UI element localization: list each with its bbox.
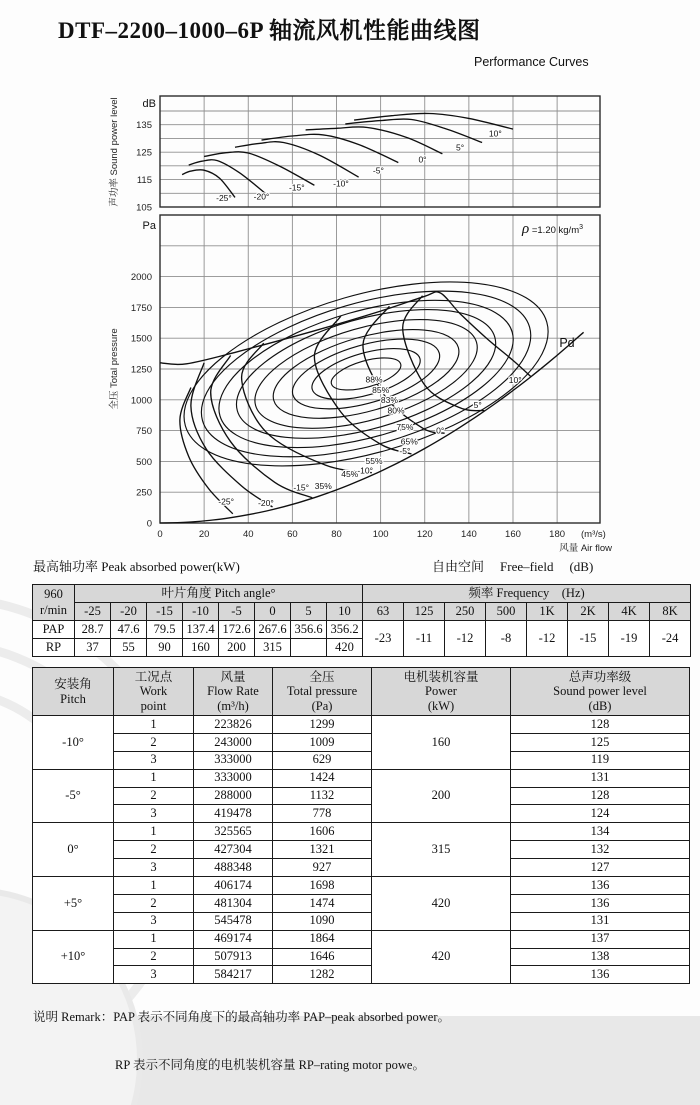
y-tick-label: 1750 — [130, 302, 152, 314]
work-point: 2 — [114, 733, 194, 751]
table-row — [33, 787, 690, 805]
flow-rate: 325565 — [194, 823, 273, 841]
y-tick-label: 0 — [146, 518, 152, 530]
freq-col: 125 — [404, 603, 445, 621]
x-unit: (m³/s) — [581, 529, 606, 540]
rp-value: 200 — [219, 639, 255, 657]
sound-level: 124 — [511, 805, 690, 823]
total-pressure: 778 — [273, 805, 372, 823]
total-pressure: 1864 — [273, 930, 372, 948]
free-field-unit: (dB) — [569, 559, 594, 574]
flow-rate: 469174 — [194, 930, 273, 948]
total-pressure: 1606 — [273, 823, 372, 841]
power-cell: 420 — [372, 877, 511, 931]
curve-label: -10° — [357, 465, 374, 476]
pitch-col: -25 — [75, 603, 111, 621]
curve-label: 0° — [436, 425, 445, 436]
table-row — [33, 716, 690, 734]
table-row — [33, 805, 690, 823]
flow-rate: 481304 — [194, 894, 273, 912]
sound-curve — [204, 152, 314, 186]
x-axis-title: 风量 Air flow — [559, 543, 612, 554]
pd-label: Pd — [559, 335, 575, 350]
column-header: 电机装机容量 Power (kW) — [372, 668, 511, 716]
sound-level: 128 — [511, 787, 690, 805]
x-tick-label: 20 — [198, 529, 210, 540]
rp-value: 315 — [255, 639, 291, 657]
y-tick-label: 750 — [136, 426, 152, 438]
sound-level: 136 — [511, 966, 690, 984]
sound-curve — [345, 119, 482, 143]
power-cell: 160 — [372, 716, 511, 770]
freq-col: 250 — [445, 603, 486, 621]
pitch-col: -15 — [147, 603, 183, 621]
pd-line — [160, 332, 584, 523]
y-tick-label: 115 — [136, 175, 152, 187]
x-tick-label: 180 — [549, 529, 566, 540]
x-tick-label: 120 — [416, 529, 433, 540]
y-tick-label: 250 — [136, 487, 152, 499]
freq-col: 2K — [568, 603, 609, 621]
efficiency-label: 75% — [396, 421, 414, 432]
efficiency-label: 88% — [365, 374, 383, 385]
freq-value: -23 — [363, 621, 404, 657]
remark-line1: 说明 Remark：PAP 表示不同角度下的最高轴功率 PAP–peak absorbed power。 — [33, 1010, 451, 1024]
freq-col: 500 — [486, 603, 527, 621]
work-points-table — [32, 667, 690, 984]
curve-label: -25° — [216, 192, 232, 203]
curve-label: -5° — [372, 165, 384, 176]
table-row — [33, 894, 690, 912]
y-tick-label: 500 — [136, 456, 152, 468]
total-pressure: 1009 — [273, 733, 372, 751]
work-point: 2 — [114, 894, 194, 912]
efficiency-label: 45% — [341, 469, 359, 480]
x-tick-label: 0 — [157, 529, 163, 540]
work-point: 3 — [114, 805, 194, 823]
total-pressure: 1299 — [273, 716, 372, 734]
column-header: 全压 Total pressure (Pa) — [273, 668, 372, 716]
freq-value: -8 — [486, 621, 527, 657]
sound-axis-title: 声功率 Sound power level — [109, 97, 120, 207]
rp-value: 37 — [75, 639, 111, 657]
rp-value: 90 — [147, 639, 183, 657]
power-cell: 315 — [372, 823, 511, 877]
pitch-col: -20 — [111, 603, 147, 621]
pap-value: 172.6 — [219, 621, 255, 639]
caption-free-field — [432, 556, 609, 575]
subtitle-performance-curves: Performance Curves — [474, 55, 589, 69]
sound-level: 138 — [511, 948, 690, 966]
flow-rate: 243000 — [194, 733, 273, 751]
sound-level: 131 — [511, 912, 690, 930]
freq-value: -11 — [404, 621, 445, 657]
rp-value: 420 — [327, 639, 363, 657]
work-point: 3 — [114, 859, 194, 877]
flow-rate: 223826 — [194, 716, 273, 734]
total-pressure: 1132 — [273, 787, 372, 805]
frequency-header: 频率 Frequency (Hz) — [363, 585, 691, 603]
sound-level: 136 — [511, 894, 690, 912]
table-row — [33, 859, 690, 877]
remark-line2: RP 表示不同角度的电机装机容量 RP–rating motor powe。 — [115, 1058, 425, 1072]
sound-chart-frame — [160, 96, 600, 207]
y-tick-label: 1250 — [130, 364, 152, 376]
pitch-col: 10 — [327, 603, 363, 621]
curve-label: 0° — [418, 154, 427, 165]
sound-level: 125 — [511, 733, 690, 751]
efficiency-label: 83% — [380, 394, 398, 405]
x-tick-label: 60 — [287, 529, 298, 540]
curve-label: -25° — [218, 496, 235, 507]
pitch-col: 0 — [255, 603, 291, 621]
pressure-curve — [242, 343, 372, 473]
work-point: 1 — [114, 877, 194, 895]
efficiency-label: 85% — [372, 385, 390, 396]
page-title: DTF–2200–1000–6P 轴流风机性能曲线图 — [58, 18, 481, 43]
sound-curve — [235, 142, 359, 177]
curve-label: -15° — [293, 482, 310, 493]
table-row — [33, 733, 690, 751]
sound-level: 128 — [511, 716, 690, 734]
work-point: 1 — [114, 823, 194, 841]
table-row — [33, 930, 690, 948]
rp-value — [291, 639, 327, 657]
sound-level: 134 — [511, 823, 690, 841]
curve-label: 5° — [455, 142, 465, 153]
density-note: ρ =1.20 $kg/m^3$ — [522, 221, 584, 237]
table-row — [33, 948, 690, 966]
pap-value: 47.6 — [111, 621, 147, 639]
table-row — [33, 841, 690, 859]
y-tick-label: 1500 — [130, 333, 152, 345]
curve-label: -20° — [253, 191, 270, 202]
sound-level: 137 — [511, 930, 690, 948]
rp-value: 160 — [183, 639, 219, 657]
freq-value: -12 — [445, 621, 486, 657]
pap-value: 79.5 — [147, 621, 183, 639]
free-field-en: Free–field — [500, 559, 554, 574]
curve-label: 10° — [488, 128, 502, 139]
efficiency-label: 65% — [400, 436, 418, 447]
table-row — [33, 823, 690, 841]
total-pressure: 1282 — [273, 966, 372, 984]
total-pressure: 1474 — [273, 894, 372, 912]
work-point: 2 — [114, 787, 194, 805]
pitch-cell: -10° — [33, 716, 114, 770]
performance-charts — [0, 80, 700, 560]
freq-value: -24 — [650, 621, 691, 657]
x-tick-label: 40 — [242, 529, 254, 540]
y-tick-label: 1000 — [130, 395, 152, 407]
y-tick-label: 105 — [136, 202, 152, 214]
efficiency-label: 80% — [387, 405, 405, 416]
efficiency-label: 55% — [365, 456, 383, 467]
pitch-col: -5 — [219, 603, 255, 621]
flow-rate: 333000 — [194, 751, 273, 769]
pap-value: 137.4 — [183, 621, 219, 639]
y-tick-label: 135 — [136, 120, 152, 132]
flow-rate: 406174 — [194, 877, 273, 895]
sound-level: 132 — [511, 841, 690, 859]
total-pressure: 1424 — [273, 769, 372, 787]
flow-rate: 488348 — [194, 859, 273, 877]
sound-power-chart — [108, 96, 600, 214]
power-cell: 420 — [372, 930, 511, 984]
sound-level: 136 — [511, 877, 690, 895]
pap-value: 356.2 — [327, 621, 363, 639]
sound-curve — [189, 160, 266, 194]
total-pressure: 1698 — [273, 877, 372, 895]
work-point: 1 — [114, 716, 194, 734]
y-unit-db: dB — [142, 98, 156, 110]
flow-rate: 545478 — [194, 912, 273, 930]
pitch-col: 5 — [291, 603, 327, 621]
work-point: 3 — [114, 912, 194, 930]
column-header: 安装角 Pitch — [33, 668, 114, 716]
y-tick-label: 125 — [136, 147, 152, 159]
total-pressure-chart — [108, 215, 612, 554]
table-row — [33, 912, 690, 930]
flow-rate: 427304 — [194, 841, 273, 859]
curve-label: -10° — [333, 178, 349, 189]
total-pressure: 1090 — [273, 912, 372, 930]
sound-curve — [306, 127, 443, 154]
x-tick-label: 100 — [372, 529, 389, 540]
flow-rate: 333000 — [194, 769, 273, 787]
flow-rate: 419478 — [194, 805, 273, 823]
flow-rate: 507913 — [194, 948, 273, 966]
curve-label: 5° — [473, 399, 482, 410]
remark — [33, 977, 450, 1105]
work-point: 3 — [114, 751, 194, 769]
work-point: 3 — [114, 966, 194, 984]
x-tick-label: 160 — [505, 529, 521, 540]
table-row — [33, 751, 690, 769]
flow-rate: 584217 — [194, 966, 273, 984]
curve-label: -15° — [288, 182, 305, 193]
pap-value: 356.6 — [291, 621, 327, 639]
power-cell: 200 — [372, 769, 511, 823]
freq-col: 63 — [363, 603, 404, 621]
sound-level: 127 — [511, 859, 690, 877]
pitch-cell: 0° — [33, 823, 114, 877]
pressure-axis-title: 全压 Total pressure — [109, 328, 120, 410]
pitch-cell: +10° — [33, 930, 114, 984]
total-pressure: 1321 — [273, 841, 372, 859]
efficiency-label: 35% — [314, 480, 332, 491]
flow-rate: 288000 — [194, 787, 273, 805]
sound-level: 131 — [511, 769, 690, 787]
curve-label: -5° — [399, 446, 411, 457]
freq-value: -19 — [609, 621, 650, 657]
column-header: 总声功率级 Sound power level (dB) — [511, 668, 690, 716]
total-pressure: 1646 — [273, 948, 372, 966]
work-point: 1 — [114, 930, 194, 948]
pap-value: 28.7 — [75, 621, 111, 639]
sound-level: 119 — [511, 751, 690, 769]
total-pressure: 629 — [273, 751, 372, 769]
pitch-col: -10 — [183, 603, 219, 621]
row-label: PAP — [33, 621, 75, 639]
caption-peak-power: 最高轴功率 Peak absorbed power(kW) — [33, 559, 240, 574]
peak-power-table — [32, 584, 691, 657]
pitch-cell: -5° — [33, 769, 114, 823]
pitch-cell: +5° — [33, 877, 114, 931]
y-tick-label: 2000 — [130, 272, 152, 284]
work-point: 1 — [114, 769, 194, 787]
freq-col: 1K — [527, 603, 568, 621]
pitch-angle-header: 叶片角度 Pitch angle° — [75, 585, 363, 603]
freq-col: 8K — [650, 603, 691, 621]
rp-value: 55 — [111, 639, 147, 657]
column-header: 工况点 Work point — [114, 668, 194, 716]
pap-value: 267.6 — [255, 621, 291, 639]
total-pressure: 927 — [273, 859, 372, 877]
curve-label: 10° — [508, 375, 522, 386]
table-row — [33, 877, 690, 895]
y-unit-pa: Pa — [142, 220, 156, 232]
x-tick-label: 80 — [331, 529, 342, 540]
work-point: 2 — [114, 948, 194, 966]
free-field-cn: 自由空间 — [432, 559, 485, 574]
speed-cell: 960 r/min — [33, 585, 75, 621]
freq-value: -15 — [568, 621, 609, 657]
table-row — [33, 769, 690, 787]
column-header: 风量 Flow Rate (m³/h) — [194, 668, 273, 716]
work-point: 2 — [114, 841, 194, 859]
freq-value: -12 — [527, 621, 568, 657]
x-tick-label: 140 — [460, 529, 477, 540]
curve-label: -20° — [258, 497, 274, 508]
freq-col: 4K — [609, 603, 650, 621]
row-label: RP — [33, 639, 75, 657]
